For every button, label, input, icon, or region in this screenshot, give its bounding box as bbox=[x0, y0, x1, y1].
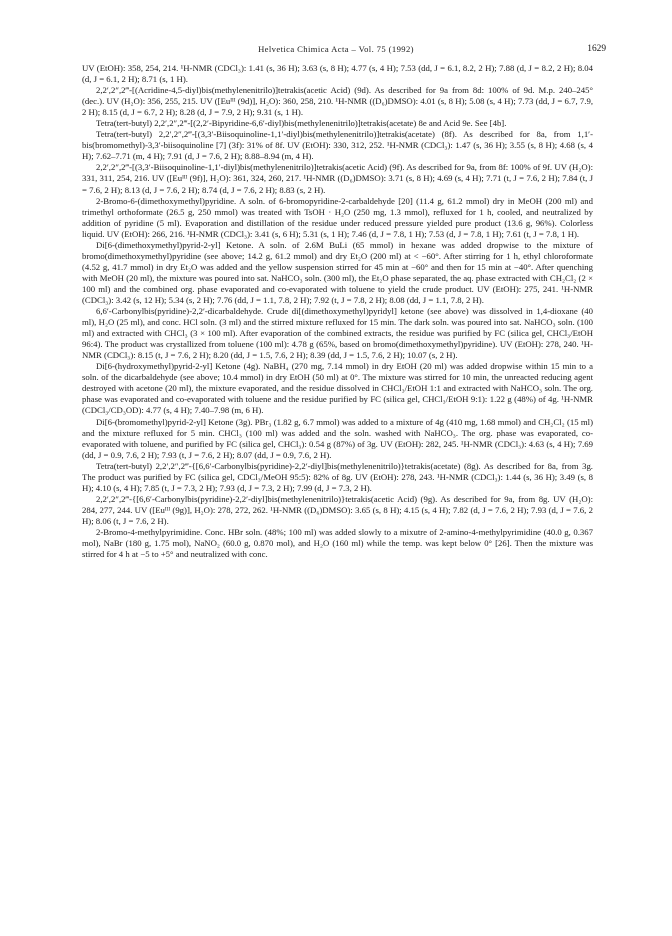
paragraph: 2,2′,2″,2‴-[(Acridine-4,5-diyl)bis(methylenenitrilo)]tetrakis(acetic Acid) (9d). As described for 9a from 8d: 100% of 9d. M.p. 240–245° (dec.). UV (H₂O): 356, 255, 215. UV ([Euᴵᴵᴵ (9d)], H₂O): 360, 258, 210. ¹H-NMR ((D₆)DMSO): 4.01 (s, 8 H); 5.08 (s, 4 H); 7.73 (dd, J = 6.7, 7.9, 2 H); 8.15 (d, J = 6.7, 2 H); 8.28 (d, J = 7.9, 2 H); 9.31 (s, 1 H). bbox=[82, 85, 593, 118]
page-number: 1629 bbox=[587, 44, 606, 54]
paragraph: 2-Bromo-4-methylpyrimidine. Conc. HBr soln. (48%; 100 ml) was added slowly to a mixutre of 2-amino-4-methylpyrimidine (40.0 g, 0.367 mol), NaBr (180 g, 1.75 mol), NaNO₂ (60.0 g, 0.870 mol), and H₂O (160 ml) while the temp. was kept below 0° [26]. Then the mixture was stirred for 4 h at −5 to +5° and neutralized with conc. bbox=[82, 526, 593, 560]
journal-title: Helvetica Chimica Acta – Vol. 75 (1992) bbox=[258, 44, 414, 54]
paragraph: Tetra(tert-butyl) 2,2′,2″,2‴-{[6,6′-Carbonylbis(pyridine)-2,2′-diyl]bis(methylenenitrilo)}tetrakis(acetate) (8g). As described for 8a, from 3g. The product was purified by FC (silica gel, CDCl₃/MeOH 95:5): 82% of 8g. UV (EtOH): 278, 243. ¹H-NMR (CDCl₃): 1.44 (s, 36 H); 3.49 (s, 8 H); 4.10 (s, 4 H); 7.85 (t, J = 7.3, 2 H); 7.93 (d, J = 7.3, 2 H); 7.99 (d, J = 7.3, 2 H). bbox=[82, 460, 593, 493]
paragraph: 2-Bromo-6-(dimethoxymethyl)pyridine. A soln. of 6-bromopyridine-2-carbaldehyde [20] (11.4 g, 61.2 mmol) dry in MeOH (200 ml) and trimethyl orthoformate (26.5 g, 250 mmol) was treated with TsOH · H₂O (250 mg, 1.3 mmol), refluxed for 1 h, cooled, and neutralized by addition of pyridine (5 ml). Evaporation and distillation of the residue under reduced pressure yielded pure product (13.6 g, 96%). Colorless liquid. UV (EtOH): 266, 216. ¹H-NMR (CDCl₃): 3.41 (s, 6 H); 5.31 (s, 1 H); 7.46 (d, J = 7.8, 1 H); 7.53 (d, J = 7.8, 1 H); 7.61 (t, J = 7.8, 1 H). bbox=[82, 195, 593, 239]
paragraph: Di[6-(bromomethyl)pyrid-2-yl] Ketone (3g). PBr₃ (1.82 g, 6.7 mmol) was added to a mixture of 4g (410 mg, 1.68 mmol) and CH₂Cl₂ (15 ml) and the mixture refluxed for 5 min. CHCl₃ (100 ml) was added and the soln. washed with NaHCO₃. The org. phase was evaporated, co-evaporated with toluene, and purified by FC (silica gel, CHCl₃): 0.54 g (87%) of 3g. UV (EtOH): 282, 245. ¹H-NMR (CDCl₃): 4.63 (s, 4 H); 7.69 (dd, J = 0.9, 7.6, 2 H); 7.93 (t, J = 7.6, 2 H); 8.07 (dd, J = 0.9, 7.6, 2 H). bbox=[82, 416, 593, 460]
paragraph: Tetra(tert-butyl) 2,2′,2″,2‴-[(2,2′-Bipyridine-6,6′-diyl)bis(methylenenitrilo)]tetrakis(acetate) 8e and Acid 9e. See [4b]. bbox=[96, 118, 507, 129]
paragraph: 2,2′,2″,2‴-[(3,3′-Biisoquinoline-1,1′-diyl)bis(methylenenitrilo)]tetrakis(acetic Acid) (9f). As described for 9a, from 8f: 100% of 9f. UV (H₂O): 331, 311, 254, 216. UV ([Euᴵᴵᴵ (9f)], H₂O): 361, 324, 260, 217. ¹H-NMR ((D₆)DMSO): 3.71 (s, 8 H); 4.69 (s, 4 H); 7.71 (t, J = 7.6, 2 H); 7.84 (t, J = 7.6, 2 H); 8.13 (d, J = 7.6, 2 H); 8.74 (d, J = 7.6, 2 H); 8.83 (s, 2 H). bbox=[82, 162, 593, 195]
paragraph: Di[6-(dimethoxymethyl)pyrid-2-yl] Ketone. A soln. of 2.6M BuLi (65 mmol) in hexane was added dropwise to the mixture of bromo(dimethoxymethyl)pyridine (see above; 14.2 g, 61.2 mmol) and dry Et₂O (200 ml) at < −60°. After stirring for 1 h, ethyl chloroformate (4.52 g, 41.7 mmol) in dry Et₂O was added and the yellow suspension stirred for 45 min at −60° and then for 15 min at −40°. After quenching with MeOH (20 ml), the mixture was poured into sat. NaHCO₃ soln. (300 ml), the Et₂O phase separated, the aq. phase extracted with CH₂Cl₂ (2 × 100 ml) and the combined org. phase evaporated and co-evaporated with toluene to yield the crude product. UV (EtOH): 275, 241. ¹H-NMR (CDCl₃): 3.42 (s, 12 H); 5.34 (s, 2 H); 7.76 (dd, J = 1.1, 7.8, 2 H); 7.92 (t, J = 7.8, 2 H); 8.08 (dd, J = 1.1, 7.8, 2 H). bbox=[82, 239, 593, 305]
paragraph: 6,6′-Carbonylbis(pyridine)-2,2′-dicarbaldehyde. Crude di[(dimethoxymethyl)pyridyl] ketone (see above) was dissolved in 1,4-dioxane (40 ml), H₂O (25 ml), and conc. HCl soln. (3 ml) and the stirred mixture refluxed for 15 min. The dark soln. was poured into sat. NaHCO₃ soln. (100 ml) and extracted with CHCl₃ (3 × 100 ml). After evaporation of the combined extracts, the residue was purified by FC (silica gel, CHCl₃/EtOH 96:4). The product was crystallized from toluene (100 ml): 4.78 g (65%, based on bromo(dimethoxymethyl)pyridine). UV (EtOH): 278, 240. ¹H-NMR (CDCl₃): 8.15 (t, J = 7.6, 2 H); 8.20 (dd, J = 1.5, 7.6, 2 H); 8.39 (dd, J = 1.5, 7.6, 2 H); 10.07 (s, 2 H). bbox=[82, 306, 593, 361]
running-head bbox=[0, 44, 672, 60]
paragraph: UV (EtOH): 358, 254, 214. ¹H-NMR (CDCl₃): 1.41 (s, 36 H); 3.63 (s, 8 H); 4.77 (s, 4 H); 7.53 (dd, J = 6.1, 8.2, 2 H); 7.88 (d, J = 8.2, 2 H); 8.04 (d, J = 6.1, 2 H); 8.71 (s, 1 H). bbox=[82, 63, 593, 85]
body-text bbox=[82, 63, 593, 560]
paragraph: Tetra(tert-butyl) 2,2′,2″,2‴-[(3,3′-Biisoquinoline-1,1′-diyl)bis(methylenenitrilo)]tetrakis(acetate) (8f). As described for 8a, from 1,1′-bis(bromomethyl)-3,3′-biisoquinoline [7] (3f): 31% of 8f. UV (EtOH): 330, 312, 252. ¹H-NMR (CDCl₃): 1.47 (s, 36 H); 3.55 (s, 8 H); 4.68 (s, 4 H); 7.62–7.71 (m, 4 H); 7.91 (d, J = 7.6, 2 H); 8.88–8.94 (m, 4 H). bbox=[82, 129, 593, 162]
paragraph: Di[6-(hydroxymethyl)pyrid-2-yl] Ketone (4g). NaBH₄ (270 mg, 7.14 mmol) in dry EtOH (20 ml) was added dropwise within 15 min to a soln. of the dicarbaldehyde (see above; 10.4 mmol) in dry EtOH (50 ml) at 0°. The mixture was stirred for 10 min, the unreacted reducing agent destroyed with acetone (20 ml), the mixture evaporated, and the residue dissolved in CHCl₃/EtOH 1:1 and extracted with NaHCO₃ soln. The org. phase was evaporated and co-evaporated with toluene and the residue purified by FC (silica gel, CHCl₃/EtOH 9:1): 1.22 g (48%) of 4g. ¹H-NMR (CDCl₃/CD₃OD): 4.77 (s, 4 H); 7.40–7.98 (m, 6 H). bbox=[82, 361, 593, 416]
paragraph: 2,2′,2″,2‴-{[6,6′-Carbonylbis(pyridine)-2,2′-diyl]bis(methylenenitrilo)}tetrakis(acetic Acid) (9g). As described for 9a, from 8g. UV (H₂O): 284, 277, 244. UV ([Euᴵᴵᴵ (9g)], H₂O): 278, 272, 262. ¹H-NMR ((D₆)DMSO): 3.65 (s, 8 H); 4.15 (s, 4 H); 7.82 (d, J = 7.6, 2 H); 7.93 (d, J = 7.6, 2 H); 8.06 (t, J = 7.6, 2 H). bbox=[82, 493, 593, 526]
